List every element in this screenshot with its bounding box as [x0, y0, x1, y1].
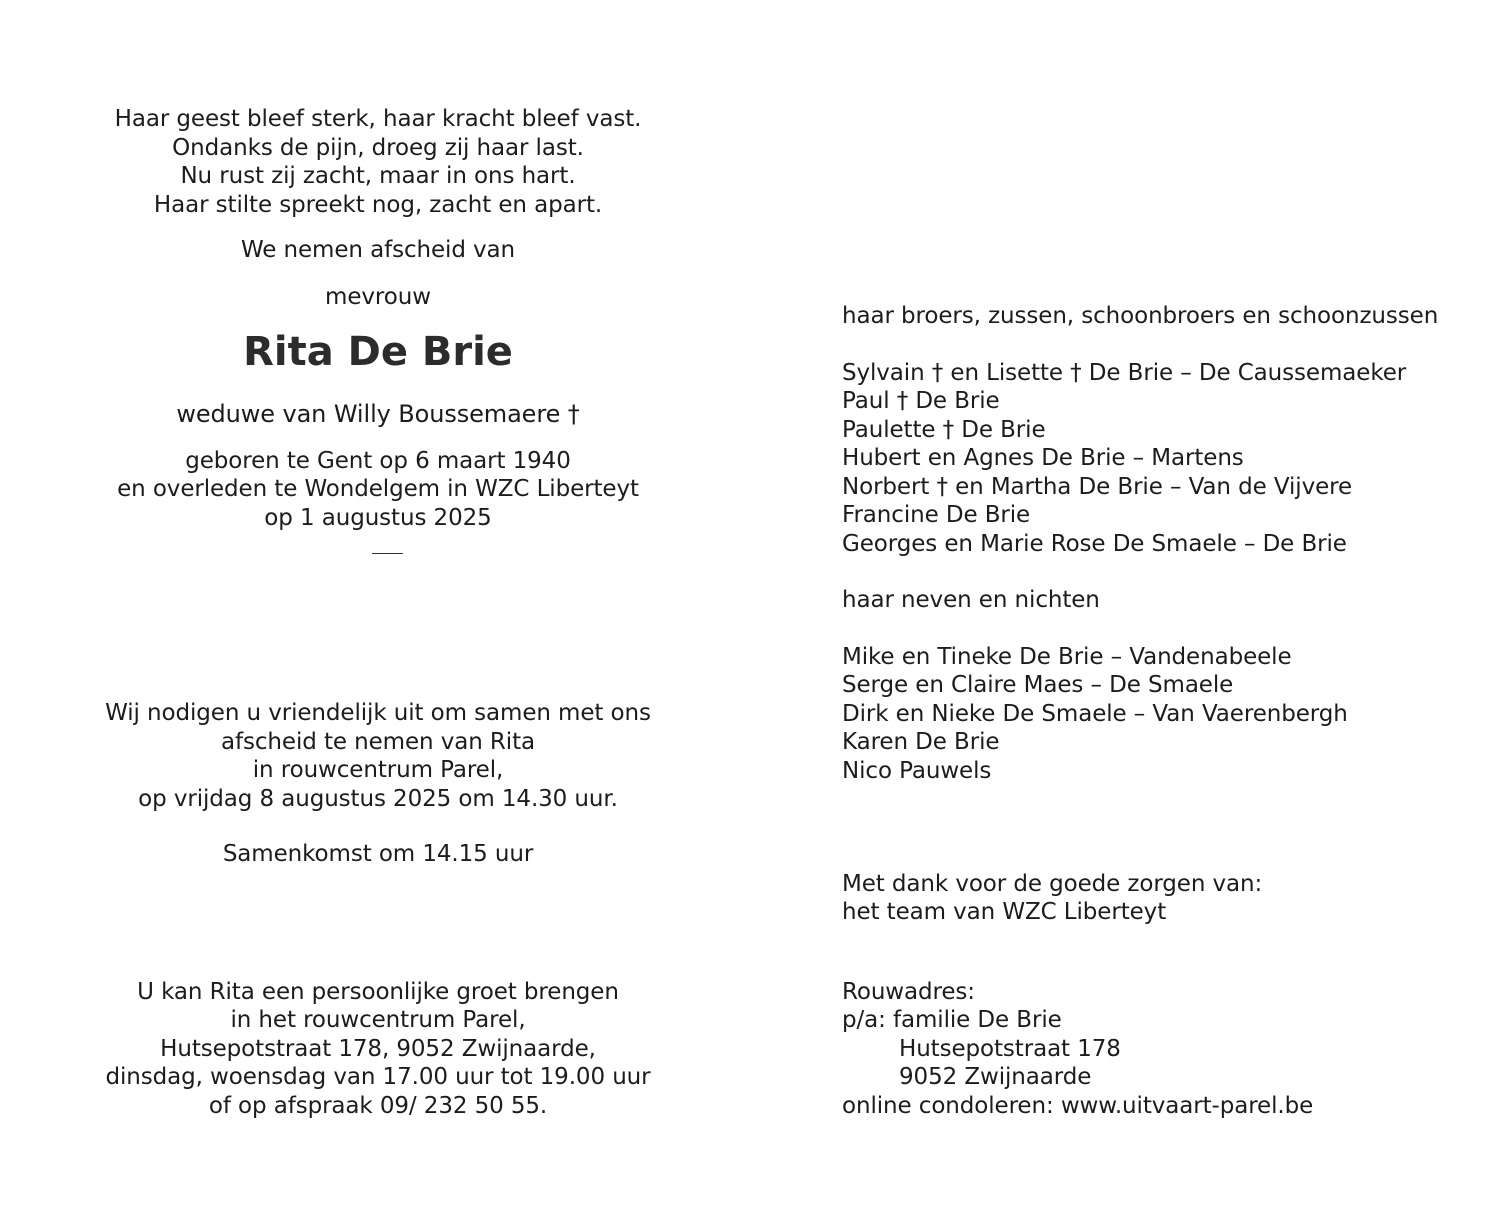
- gathering-time: Samenkomst om 14.15 uur: [222, 841, 534, 867]
- address-name: p/a: familie De Brie: [842, 1007, 1062, 1033]
- deceased-name: Rita De Brie: [243, 329, 513, 375]
- nephews-heading: haar neven en nichten: [842, 587, 1100, 613]
- sibling-entry: Francine De Brie: [842, 502, 1031, 528]
- sibling-entry: Paul † De Brie: [842, 388, 1000, 414]
- nephew-entry: Dirk en Nieke De Smaele – Van Vaerenbergh: [842, 701, 1348, 727]
- sibling-entry: Paulette † De Brie: [842, 417, 1046, 443]
- birth-death-line: geboren te Gent op 6 maart 1940: [185, 448, 571, 474]
- invitation-line: afscheid te nemen van Rita: [221, 729, 535, 755]
- salutation: mevrouw: [325, 284, 431, 310]
- visitation-line: in het rouwcentrum Parel,: [230, 1007, 526, 1033]
- nephew-entry: Karen De Brie: [842, 729, 1000, 755]
- visitation-line: U kan Rita een persoonlijke groet brengen: [137, 979, 619, 1005]
- birth-death-line: op 1 augustus 2025: [264, 505, 492, 531]
- poem-line: Haar stilte spreekt nog, zacht en apart.: [153, 192, 603, 218]
- thanks-line: het team van WZC Liberteyt: [842, 899, 1167, 925]
- sibling-entry: Sylvain † en Lisette † De Brie – De Caussemaeker: [842, 360, 1407, 386]
- nephew-entry: Nico Pauwels: [842, 758, 992, 784]
- farewell-intro: We nemen afscheid van: [240, 237, 516, 263]
- address-city: 9052 Zwijnaarde: [899, 1064, 1092, 1090]
- thanks-line: Met dank voor de goede zorgen van:: [842, 871, 1263, 897]
- visitation-line: of op afspraak 09/ 232 50 55.: [208, 1093, 548, 1119]
- siblings-heading: haar broers, zussen, schoonbroers en schoonzussen: [842, 303, 1439, 329]
- sibling-entry: Georges en Marie Rose De Smaele – De Brie: [842, 531, 1347, 557]
- invitation-line: Wij nodigen u vriendelijk uit om samen met ons: [105, 700, 651, 726]
- nephew-entry: Serge en Claire Maes – De Smaele: [842, 672, 1234, 698]
- address-label: Rouwadres:: [842, 979, 975, 1005]
- visitation-line: dinsdag, woensdag van 17.00 uur tot 19.00 uur: [105, 1064, 651, 1090]
- invitation-line: op vrijdag 8 augustus 2025 om 14.30 uur.: [138, 786, 618, 812]
- sibling-entry: Norbert † en Martha De Brie – Van de Vijvere: [842, 474, 1353, 500]
- online-condolence: online condoleren: www.uitvaart-parel.be: [842, 1093, 1314, 1119]
- widow-of: weduwe van Willy Boussemaere †: [176, 400, 580, 428]
- visitation-line: Hutsepotstraat 178, 9052 Zwijnaarde,: [160, 1036, 596, 1062]
- separator-dash: [372, 553, 403, 554]
- poem-line: Haar geest bleef sterk, haar kracht bleef vast.: [114, 106, 642, 132]
- invitation-line: in rouwcentrum Parel,: [252, 757, 504, 783]
- poem-line: Ondanks de pijn, droeg zij haar last.: [172, 135, 584, 161]
- sibling-entry: Hubert en Agnes De Brie – Martens: [842, 445, 1244, 471]
- poem-line: Nu rust zij zacht, maar in ons hart.: [180, 163, 576, 189]
- nephew-entry: Mike en Tineke De Brie – Vandenabeele: [842, 644, 1292, 670]
- address-street: Hutsepotstraat 178: [899, 1036, 1121, 1062]
- birth-death-line: en overleden te Wondelgem in WZC Liberteyt: [117, 476, 639, 502]
